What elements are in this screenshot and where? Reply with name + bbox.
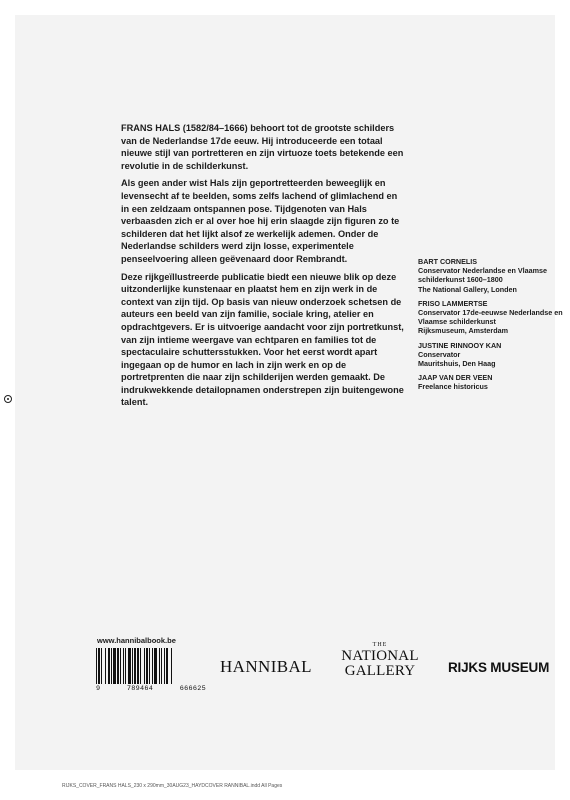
credit-org: Mauritshuis, Den Haag: [418, 359, 496, 369]
rijksmuseum-logo: RIJKS MUSEUM: [448, 660, 550, 675]
credit-name: JAAP VAN DER VEEN: [418, 373, 493, 383]
credit-item: [418, 341, 568, 369]
barcode-icon: [96, 648, 200, 684]
credit-name: BART CORNELIS: [418, 257, 478, 266]
credit-item: [418, 299, 568, 336]
intro-paragraph: FRANS HALS (1582/84–1666) behoort tot de grootste schilders van de Nederlandse 17de eeuw. Hij introduceerde een totaal nieuwe stijl van portretteren en zijn virtuoze toets betekende een revolutie in de schilderkunst.: [121, 123, 404, 171]
hannibal-logo: HANNIBAL: [220, 657, 312, 676]
intro-text: [121, 122, 406, 414]
credit-role: Conservator 17de-eeuwse Nederlandse en Vlaamse schilderkunst: [418, 308, 563, 327]
credit-name: JUSTINE RINNOOY KAN: [418, 340, 502, 350]
intro-paragraph: Deze rijkgeïllustreerde publicatie biedt een nieuwe blik op deze uitzonderlijke kunstenaar en plaatst hem en zijn werk in de context van zijn tijd. Op basis van nieuw onderzoek schetsen de auteurs een beeld van zijn familie, sociale kring, atelier en opdrachtgevers. Er is uitvoerige aandacht voor zijn portretkunst, van zijn intieme weergave van echtparen en families tot de spectaculaire schuttersstukken. Voor het eerst wordt apart ingegaan op de humor en lach in zijn werk en op de portretprenten die naar zijn schilderijen werden gemaakt. De indrukwekkende detailopnamen onderstrepen zijn buitengewone talent.: [121, 271, 404, 408]
credit-name: FRISO LAMMERTSE: [418, 298, 488, 308]
registration-mark-icon: [4, 395, 12, 403]
credit-item: [418, 257, 568, 294]
credit-item: [418, 373, 568, 391]
isbn-digits: [96, 685, 206, 693]
isbn-digit-group: 666625: [179, 685, 206, 693]
national-gallery-logo-line2: GALLERY: [344, 663, 416, 679]
national-gallery-logo-the: THE: [372, 642, 388, 648]
credit-role: Freelance historicus: [418, 382, 488, 392]
national-gallery-logo: [340, 642, 420, 679]
intro-paragraph: Als geen ander wist Hals zijn geportretteerden beweeglijk en levensecht af te beelden, soms zelfs lachend of glimlachend en in een zeldzaam ontspannen pose. Tijdgenoten van Hals verbaasden zich er al over hoe hij erin slaagde zijn figuren zo te schilderen dat het lijkt alsof ze werkelijk ademen. Onder de Nederlandse schilders werd zijn losse, experimentele penseelvoering alleen geëvenaard door Rembrandt.: [121, 178, 400, 264]
credit-role: Conservator: [418, 349, 461, 359]
print-slug: RIJKS_COVER_FRANS HALS_230 x 290mm_30AUG23_HAYDCOVER RANNIBAL.indd All Pages: [62, 783, 283, 789]
author-credits: [418, 257, 568, 397]
isbn-digit-group: 789464: [126, 685, 154, 693]
publisher-url[interactable]: www.hannibalbook.be: [97, 636, 176, 645]
credit-org: Rijksmuseum, Amsterdam: [418, 326, 509, 336]
credit-role: Conservator Nederlandse en Vlaamse schilderkunst 1600–1800: [418, 266, 548, 285]
national-gallery-logo-line1: NATIONAL: [341, 648, 419, 664]
isbn-digit-group: 9: [96, 685, 101, 693]
credit-org: The National Gallery, Londen: [418, 284, 517, 294]
